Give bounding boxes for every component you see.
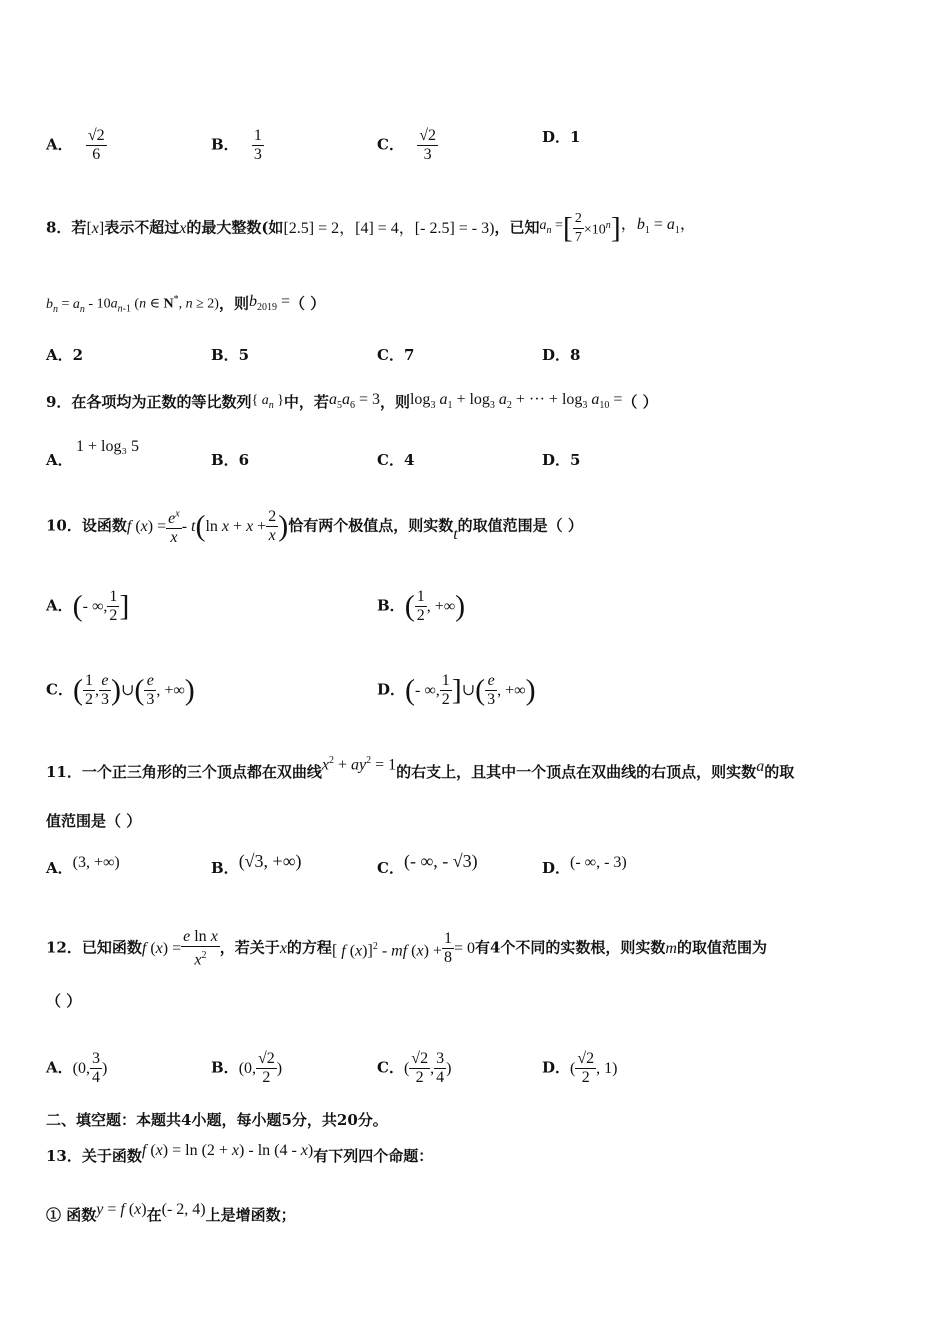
- q10-d-union: ∪: [461, 681, 476, 699]
- q12-option-d[interactable]: [542, 1050, 617, 1087]
- q12-text-2: 的方程: [286, 938, 332, 957]
- q10-fx: f (x) =: [126, 517, 167, 535]
- q9-text-1: 中，若: [283, 393, 329, 412]
- q11-stem-line2: 值范围是（ ）: [46, 812, 142, 830]
- q11-prefix: 11．一个正三角形的三个顶点都在双曲线: [46, 763, 322, 782]
- q12-c-open: (: [403, 1059, 410, 1077]
- q11-option-b[interactable]: [211, 851, 302, 879]
- q12-option-a-label: A．: [46, 1058, 73, 1077]
- q9-text-2: ，则: [379, 393, 410, 412]
- q11-stem-line1: [46, 755, 795, 785]
- q10-d-half: $\frac{1}{2}$: [441, 672, 450, 708]
- q10-d-open1: (: [405, 673, 416, 707]
- q8-stem-line1: [46, 210, 696, 247]
- q10-paren-open: (: [195, 509, 206, 543]
- q7-option-a[interactable]: [46, 127, 107, 164]
- q13-y-eq-fx: y = f (x): [96, 1201, 147, 1218]
- q10-d-open2: (: [475, 673, 486, 707]
- q12-eq-zero: = 0: [453, 939, 475, 957]
- q8-stem-line2: [46, 290, 325, 319]
- q8-bracket-close: ]: [610, 211, 621, 245]
- q13-stem: [46, 1142, 434, 1167]
- q12-equation: [ f (x)]$^2$ - mf (x) +: [331, 940, 442, 959]
- q12-b-rt2-2: $\frac{√2}{2}$: [258, 1050, 275, 1086]
- q10-option-d[interactable]: [377, 672, 536, 709]
- q10-a-neg-inf: - ∞,: [82, 597, 108, 615]
- q12-answer-paren: （ ）: [46, 992, 82, 1010]
- q9-option-c[interactable]: C．4: [377, 451, 415, 469]
- q12-var-m: m: [665, 939, 677, 957]
- q12-c-rt2-2: $\frac{√2}{2}$: [411, 1050, 429, 1086]
- q12-c-close: ): [446, 1059, 452, 1077]
- q10-c-union: ∪: [120, 681, 135, 699]
- q12-a-3-4: $\frac{3}{4}$: [91, 1050, 100, 1086]
- q12-fx: f (x) =: [141, 939, 182, 957]
- q12-a-open: (0,: [72, 1059, 90, 1077]
- q9-option-d[interactable]: D．5: [542, 451, 581, 469]
- q12-option-c[interactable]: [377, 1050, 451, 1087]
- q13-interval: (- 2, 4): [161, 1201, 206, 1218]
- q11-option-b-label: B．: [211, 859, 239, 877]
- q13-fx: f (x) = ln (2 + x) - ln (4 - x): [141, 1142, 314, 1159]
- q11-option-c-label: C．: [377, 859, 404, 877]
- q10-ex-over-x: $\frac{e^x}{x}$: [166, 506, 182, 547]
- q10-b-half: $\frac{1}{2}$: [416, 588, 425, 624]
- q10-text-2: 的取值范围是（ ）: [457, 516, 583, 535]
- q12-c-comma: ,: [430, 1059, 435, 1077]
- q8-an-def: $a_n$ =: [539, 218, 563, 236]
- q12-prefix: 12．已知函数: [46, 938, 142, 957]
- q10-a-close: ]: [119, 589, 130, 623]
- q12-c-3-4: $\frac{3}{4}$: [436, 1050, 445, 1086]
- q9-stem: [46, 390, 658, 416]
- q12-text-3: 有4个不同的实数根，则实数: [474, 938, 666, 957]
- q7-option-c[interactable]: [377, 127, 438, 164]
- q11-option-a-label: A．: [46, 859, 73, 877]
- q10-option-c[interactable]: [46, 672, 195, 709]
- q12-b-open: (0,: [238, 1059, 257, 1077]
- q8-times-10n: $\times 10^n$: [583, 220, 611, 238]
- q10-c-open2: (: [134, 673, 145, 707]
- q10-var-t: t: [453, 525, 458, 543]
- q11-option-b-value: (√3, +∞): [238, 851, 302, 871]
- q9-condition: $a_5a_6 = 3$: [328, 391, 380, 412]
- q12-d-close: , 1): [596, 1059, 618, 1077]
- q9-option-b[interactable]: B．6: [211, 451, 250, 469]
- q10-b-open: (: [404, 589, 415, 623]
- q8-option-a[interactable]: A．2: [46, 346, 84, 364]
- q12-option-d-label: D．: [542, 1058, 571, 1077]
- q8-answer-paren: （ ）: [290, 294, 326, 313]
- q12-text-4: 的取值范围为: [676, 938, 767, 957]
- q10-d-close1: ]: [451, 673, 462, 707]
- q8-floor-x: [x]: [86, 219, 105, 237]
- q12-elnx-over-x2: $\frac{\text{e ln x}}{x^2}$: [183, 928, 218, 969]
- q10-c-e3a: $\frac{e}{3}$: [100, 672, 109, 708]
- q10-c-close2: ): [184, 673, 195, 707]
- q12-a-close: ): [101, 1059, 108, 1077]
- q10-d-neg-inf: - ∞,: [415, 681, 440, 699]
- q8-prefix: 8．若: [46, 218, 87, 237]
- q12-d-open: (: [570, 1059, 576, 1077]
- q12-option-b-label: B．: [211, 1058, 239, 1077]
- q8-option-c[interactable]: C．7: [377, 346, 415, 364]
- q13-prefix: 13．关于函数: [46, 1147, 142, 1165]
- q12-b-close: ): [276, 1059, 283, 1077]
- q9-seq-an: { $a_n$ }: [251, 392, 284, 411]
- q13-item1-suffix: 上是增函数；: [205, 1206, 296, 1224]
- q10-paren-close: ): [278, 509, 289, 543]
- q8-text-2: 的最大整数(如: [186, 218, 284, 237]
- q11-option-a[interactable]: [46, 854, 120, 879]
- q8-text-3: ，已知: [494, 218, 540, 237]
- q7-option-d-label: D．: [542, 128, 571, 146]
- q10-b-close: ): [455, 589, 466, 623]
- q10-d-pos-inf: , +∞: [497, 681, 526, 699]
- q12-option-c-label: C．: [377, 1058, 404, 1077]
- q9-answer-paren: （ ）: [622, 393, 658, 412]
- q8-b1-def: ，$b_1 = a_1$，: [620, 216, 696, 237]
- q7-option-b[interactable]: [211, 127, 264, 164]
- q9-option-a[interactable]: [46, 450, 73, 470]
- q10-b-pos-inf: , +∞: [426, 597, 456, 615]
- q12-option-b[interactable]: [211, 1050, 282, 1087]
- q13-text-1: 有下列四个命题：: [313, 1147, 434, 1165]
- q12-option-a[interactable]: [46, 1050, 107, 1087]
- q8-text-4: ，则: [218, 294, 249, 313]
- q9-log-sum: $\log_3 a_1 + \log_3 a_2$ + ··· + $\log_3 a_{10}$ =: [409, 391, 623, 412]
- q10-minus-t: - t: [181, 517, 196, 535]
- q10-option-d-label: D．: [377, 680, 406, 699]
- q9-option-a-value: 1 + log₃ 5: [76, 438, 140, 455]
- q11-option-a-value: (3, +∞): [72, 854, 120, 871]
- q11-hyperbola: $x^2 + ay^2 = 1$: [321, 755, 397, 774]
- q7-option-b-value: $\frac{1}{3}$: [253, 127, 262, 163]
- q13-item1-prefix: ① 函数: [46, 1206, 97, 1224]
- q13-item-1: [46, 1201, 296, 1226]
- q10-prefix: 10．设函数: [46, 516, 127, 535]
- q10-option-a[interactable]: [46, 588, 129, 625]
- q10-c-open1: (: [72, 673, 83, 707]
- q9-prefix: 9．在各项均为正数的等比数列: [46, 393, 252, 412]
- q10-c-comma: ,: [94, 681, 99, 699]
- q12-text-1: ，若关于: [219, 938, 280, 957]
- q11-option-c-value: (- ∞, - √3): [403, 851, 478, 871]
- q10-d-close2: ): [525, 673, 536, 707]
- q10-d-e3: $\frac{e}{3}$: [487, 672, 496, 708]
- q11-option-d-label: D．: [542, 859, 571, 877]
- q10-option-a-label: A．: [46, 596, 73, 615]
- q8-bn-def: $b_n = a_n - 10a_{n-1}$ (n ∈ N*, n ≥ 2): [46, 294, 219, 315]
- q10-option-b-label: B．: [377, 596, 405, 615]
- q10-stem: [46, 506, 583, 547]
- q8-examples: [2.5] = 2，[4] = 4，[- 2.5] = - 3): [283, 219, 495, 237]
- q8-frac-2-7: $\frac{2}{7}$: [574, 211, 582, 245]
- q7-option-a-value: $\frac{√2}{6}$: [87, 127, 105, 163]
- q10-option-c-label: C．: [46, 680, 73, 699]
- q11-var-a: a: [756, 758, 765, 776]
- q11-option-c[interactable]: [377, 851, 478, 879]
- q10-text-1: 恰有两个极值点，则实数: [288, 516, 454, 535]
- q11-text-1: 的右支上，且其中一个顶点在双曲线的右顶点，则实数: [396, 763, 757, 782]
- q10-c-e3b: $\frac{e}{3}$: [146, 672, 155, 708]
- q8-bracket-open: [: [562, 211, 573, 245]
- q7-option-b-label: B．: [211, 135, 239, 154]
- q12-var-x: x: [279, 939, 287, 957]
- q12-one-eighth: $\frac{1}{8}$: [443, 930, 452, 967]
- q8-option-d[interactable]: D．8: [542, 346, 581, 364]
- q11-option-d[interactable]: [542, 854, 627, 879]
- q10-a-half: $\frac{1}{2}$: [109, 588, 118, 624]
- q13-item1-text: 在: [146, 1206, 162, 1224]
- q7-option-c-value: $\frac{√2}{3}$: [419, 127, 436, 163]
- q8-b2019: $b_{2019}$ =: [248, 292, 290, 313]
- q7-option-a-label: A．: [46, 135, 73, 154]
- q10-c-close1: ): [110, 673, 121, 707]
- section-2-title: 二、填空题：本题共4小题，每小题5分，共20分。: [46, 1111, 388, 1129]
- q11-text-2: 的取: [764, 763, 795, 782]
- q11-option-d-value: (- ∞, - 3): [570, 854, 627, 871]
- q8-option-b[interactable]: B．5: [211, 346, 250, 364]
- q10-a-open: (: [72, 589, 83, 623]
- q7-option-c-label: C．: [377, 135, 404, 154]
- q10-c-pos-inf: , +∞: [156, 681, 185, 699]
- q12-stem-line1: [46, 928, 767, 969]
- q10-lnx: ln x + x +: [205, 517, 267, 535]
- q9-option-a-label: A．: [46, 451, 73, 469]
- q8-var-x: x: [179, 219, 187, 237]
- q12-d-rt2-2: $\frac{√2}{2}$: [577, 1050, 595, 1086]
- q7-option-d-value: 1: [570, 128, 581, 146]
- q10-2-over-x: $\frac{2}{x}$: [268, 508, 277, 545]
- q10-c-half: $\frac{1}{2}$: [84, 672, 93, 708]
- q7-option-d[interactable]: [542, 127, 580, 147]
- q8-text-1: 表示不超过: [104, 218, 180, 237]
- q10-option-b[interactable]: [377, 588, 465, 625]
